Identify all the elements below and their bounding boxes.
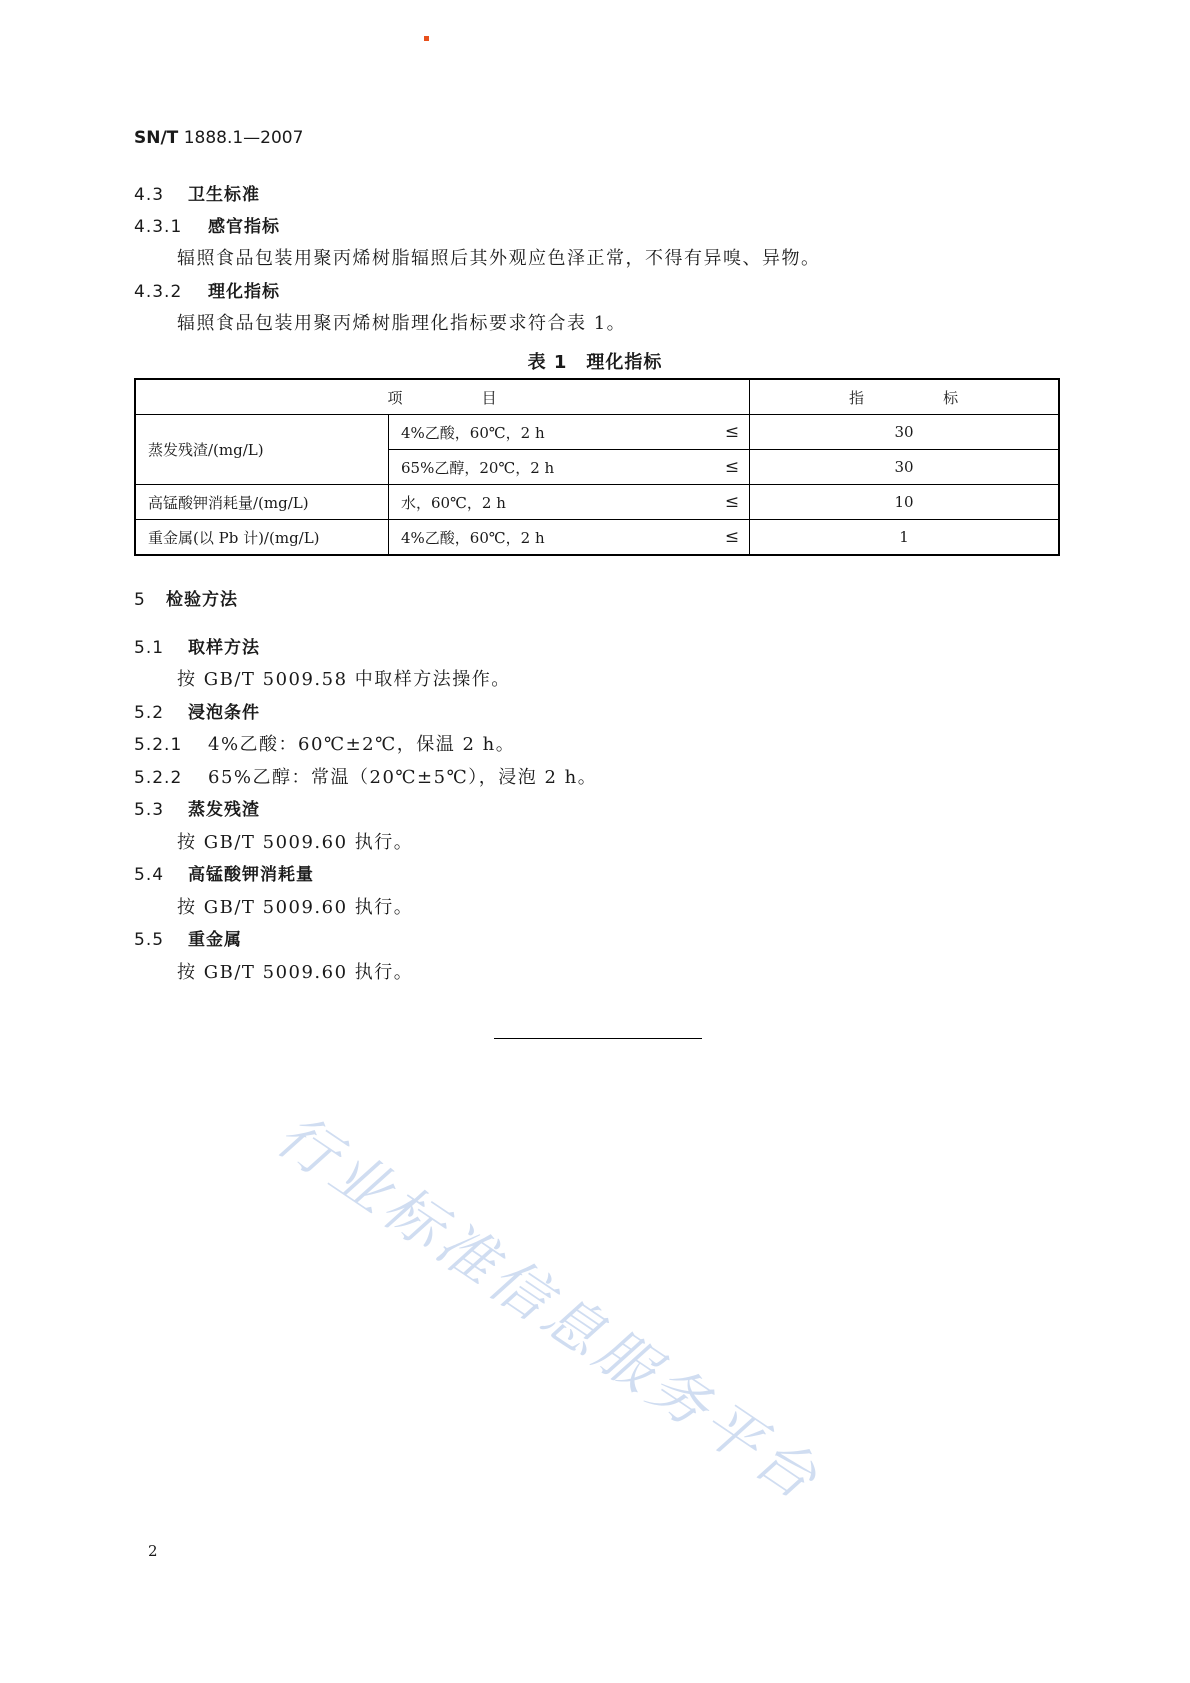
section-5 — [134, 589, 238, 611]
standard-prefix: SN/T — [134, 128, 179, 148]
paragraph-5-5: 按 GB/T 5009.60 执行。 — [177, 962, 414, 983]
header-index — [750, 379, 1059, 415]
header-index-char: 指 — [849, 388, 866, 407]
standard-code — [134, 128, 303, 148]
condition-text: 65%乙醇，20℃，2 h — [401, 458, 555, 477]
section-4-3-2 — [134, 281, 280, 303]
section-5-3 — [134, 799, 260, 821]
section-title: 卫生标准 — [188, 185, 260, 205]
standard-number: 1888.1—2007 — [183, 128, 304, 148]
condition-text: 水，60℃，2 h — [401, 493, 506, 512]
paragraph-5-3: 按 GB/T 5009.60 执行。 — [177, 832, 414, 853]
section-5-2 — [134, 702, 260, 724]
section-number: 4.3.1 — [134, 217, 183, 237]
section-number: 4.3.2 — [134, 282, 183, 302]
table-row — [135, 415, 1059, 450]
orange-marker — [424, 36, 429, 41]
condition-cell — [389, 520, 750, 556]
paragraph-4-3-2: 辐照食品包装用聚丙烯树脂理化指标要求符合表 1。 — [177, 313, 627, 334]
section-4-3 — [134, 184, 260, 206]
section-text: 4%乙酸：60℃±2℃，保温 2 h。 — [208, 734, 516, 755]
table-row — [135, 485, 1059, 520]
item-cell: 高锰酸钾消耗量/(mg/L) — [135, 485, 389, 520]
page-number: 2 — [148, 1542, 158, 1560]
le-symbol: ≤ — [724, 457, 740, 477]
le-symbol: ≤ — [724, 527, 740, 547]
section-number: 4.3 — [134, 185, 165, 205]
section-5-2-1 — [134, 734, 515, 756]
section-title: 检验方法 — [166, 590, 238, 610]
condition-cell — [389, 485, 750, 520]
header-item-char: 项 — [387, 388, 404, 407]
paragraph-5-1: 按 GB/T 5009.58 中取样方法操作。 — [177, 669, 511, 690]
section-number: 5 — [134, 590, 146, 610]
condition-text: 4%乙酸，60℃，2 h — [401, 423, 545, 442]
physicochemical-table — [134, 378, 1060, 556]
paragraph-4-3-1: 辐照食品包装用聚丙烯树脂辐照后其外观应色泽正常，不得有异嗅、异物。 — [177, 248, 821, 269]
section-title: 取样方法 — [188, 638, 260, 658]
end-rule — [494, 1038, 702, 1039]
paragraph-5-4: 按 GB/T 5009.60 执行。 — [177, 897, 414, 918]
header-index-char: 标 — [943, 388, 960, 407]
item-cell: 蒸发残渣/(mg/L) — [135, 415, 389, 485]
section-number: 5.1 — [134, 638, 165, 658]
section-text: 65%乙醇：常温（20℃±5℃），浸泡 2 h。 — [208, 767, 598, 788]
section-number: 5.5 — [134, 930, 165, 950]
header-item — [135, 379, 750, 415]
section-number: 5.2.1 — [134, 735, 183, 755]
watermark: 行业标准信息服务平台 — [264, 1100, 834, 1516]
table-header-row — [135, 379, 1059, 415]
section-5-1 — [134, 637, 260, 659]
section-number: 5.2 — [134, 703, 165, 723]
section-5-5 — [134, 929, 242, 951]
table-caption: 表 1 理化指标 — [527, 352, 663, 373]
value-cell: 30 — [750, 450, 1059, 485]
header-item-char: 目 — [481, 388, 498, 407]
le-symbol: ≤ — [724, 492, 740, 512]
table-row — [135, 520, 1059, 556]
section-title: 理化指标 — [208, 282, 280, 302]
section-title: 重金属 — [188, 930, 242, 950]
section-title: 蒸发残渣 — [188, 800, 260, 820]
section-number: 5.3 — [134, 800, 165, 820]
value-cell: 1 — [750, 520, 1059, 556]
condition-cell — [389, 415, 750, 450]
section-4-3-1 — [134, 216, 280, 238]
section-5-2-2 — [134, 767, 597, 789]
value-cell: 30 — [750, 415, 1059, 450]
section-title: 浸泡条件 — [188, 703, 260, 723]
section-title: 高锰酸钾消耗量 — [188, 865, 314, 885]
value-cell: 10 — [750, 485, 1059, 520]
condition-cell — [389, 450, 750, 485]
section-number: 5.2.2 — [134, 768, 183, 788]
section-title: 感官指标 — [208, 217, 280, 237]
condition-text: 4%乙酸，60℃，2 h — [401, 528, 545, 547]
section-number: 5.4 — [134, 865, 165, 885]
item-cell: 重金属(以 Pb 计)/(mg/L) — [135, 520, 389, 556]
section-5-4 — [134, 864, 314, 886]
le-symbol: ≤ — [724, 422, 740, 442]
